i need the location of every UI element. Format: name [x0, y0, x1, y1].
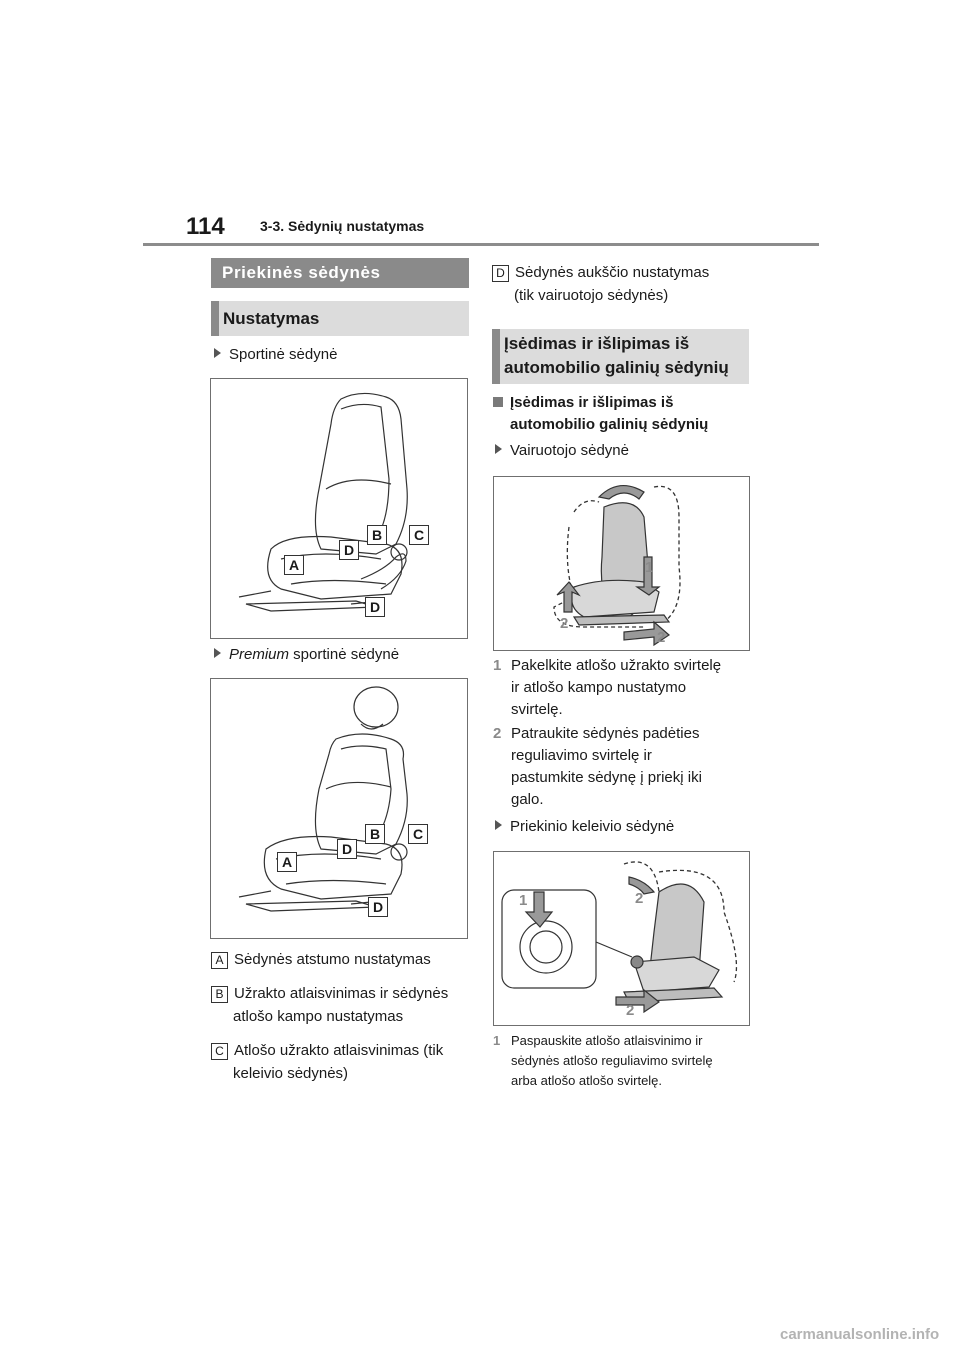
- section-reference: 3-3. Sėdynių nustatymas: [260, 218, 425, 234]
- bullet-text: sportinė sėdynė: [289, 646, 400, 663]
- callout-c: C: [409, 525, 429, 545]
- callout-b: B: [367, 525, 387, 545]
- step-number-label: 2: [626, 1002, 635, 1019]
- callout-c: C: [408, 824, 428, 844]
- legend-key: A: [211, 952, 228, 969]
- section-title: Priekinės sėdynės: [211, 258, 469, 288]
- step-number-label: 1: [645, 559, 654, 576]
- bullet-text: Sportinė sėdynė: [229, 346, 338, 363]
- callout-b: B: [365, 824, 385, 844]
- step-number: 2: [493, 725, 502, 742]
- square-bullet-icon: [493, 397, 503, 407]
- subheading-rear-entry: Įsėdimas ir išlipimas iš automobilio galinių sėdynių: [493, 392, 708, 435]
- seat-illustration: [494, 477, 749, 650]
- watermark: carmanualsonline.info: [780, 1326, 940, 1343]
- legend-key: C: [211, 1043, 228, 1060]
- legend-key: D: [492, 265, 509, 282]
- triangle-bullet-icon: [495, 444, 502, 454]
- section-title-rear-entry: Įsėdimas ir išlipimas iš automobilio galinių sėdynių: [492, 329, 749, 384]
- bullet-driver-seat: Vairuotojo sėdynė: [495, 442, 629, 459]
- page-number: 114: [186, 213, 225, 240]
- triangle-bullet-icon: [214, 648, 221, 658]
- step-number: 1: [493, 657, 502, 674]
- callout-d: D: [365, 597, 385, 617]
- triangle-bullet-icon: [495, 820, 502, 830]
- seat-illustration: [211, 379, 467, 638]
- driver-step-2: 2 Patraukite sėdynės padėties reguliavimo svirtelę ir pastumkite sėdynę į priekį iki galo.: [493, 725, 702, 808]
- figure-premium-seat: [210, 678, 468, 939]
- callout-d: D: [337, 839, 357, 859]
- step-number-label: 2: [560, 615, 569, 632]
- legend-c: C Atlošo užrakto atlaisvinimas (tik keleivio sėdynės): [211, 1039, 471, 1085]
- figure-passenger-seat: [493, 851, 750, 1026]
- step-number-label: 2: [635, 890, 644, 907]
- header-divider: [143, 243, 819, 246]
- bullet-sport-seat: [214, 346, 337, 363]
- triangle-bullet-icon: [214, 348, 221, 358]
- subsection-title: Nustatymas: [211, 301, 469, 336]
- bullet-premium-seat: [214, 646, 399, 663]
- callout-d: D: [368, 897, 388, 917]
- callout-d: D: [339, 540, 359, 560]
- legend-b: B Užrakto atlaisvinimas ir sėdynės atlošo kampo nustatymas: [211, 982, 471, 1028]
- legend-key: B: [211, 986, 228, 1003]
- driver-step-1: 1 Pakelkite atlošo užrakto svirtelę ir atlošo kampo nustatymo svirtelę.: [493, 657, 722, 718]
- seat-illustration: [211, 679, 467, 938]
- passenger-step-1: 1 Paspauskite atlošo atlaisvinimo ir sėdynės atlošo reguliavimo svirtelę arba atlošo atlošo svirtelę.: [493, 1033, 713, 1088]
- callout-a: A: [277, 852, 297, 872]
- callout-a: A: [284, 555, 304, 575]
- figure-sport-seat: [210, 378, 468, 639]
- seat-illustration: [494, 852, 749, 1025]
- bullet-italic: Premium: [229, 646, 290, 663]
- step-number: 1: [493, 1033, 501, 1048]
- legend-a: A Sėdynės atstumo nustatymas: [211, 948, 471, 971]
- step-number-label: 1: [519, 892, 528, 909]
- figure-driver-seat: [493, 476, 750, 651]
- bullet-passenger-seat: Priekinio keleivio sėdynė: [495, 818, 674, 835]
- legend-d: D Sėdynės aukščio nustatymas (tik vairuotojo sėdynės): [492, 261, 762, 307]
- step-number-label: 2: [657, 629, 666, 646]
